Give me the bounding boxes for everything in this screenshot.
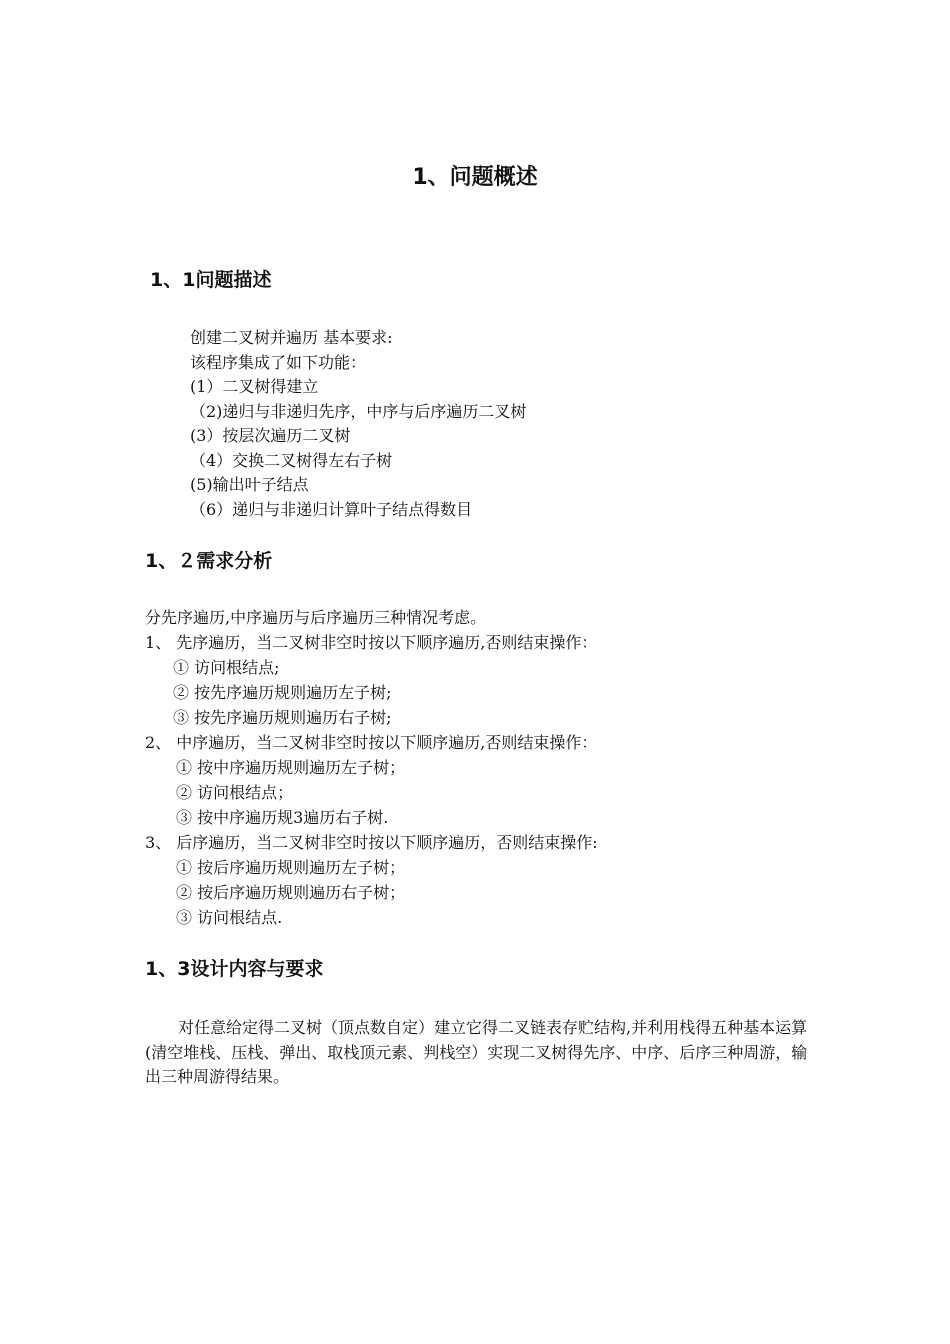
section-heading-1-3: 1、3设计内容与要求 bbox=[145, 958, 324, 980]
analysis-item: ③ 按中序遍历规3遍历右子树. bbox=[176, 808, 389, 827]
analysis-intro: 分先序遍历,中序遍历与后序遍历三种情况考虑。 bbox=[145, 608, 487, 627]
section-heading-1-1: 1、1问题描述 bbox=[150, 269, 272, 291]
analysis-item: 2、 中序遍历，当二叉树非空时按以下顺序遍历,否则结束操作： bbox=[145, 733, 598, 752]
analysis-item: ③ 访问根结点. bbox=[176, 908, 283, 927]
requirement-line: （6）递归与非递归计算叶子结点得数目 bbox=[190, 499, 473, 519]
analysis-item: ② 按后序遍历规则遍历右子树； bbox=[176, 883, 406, 902]
analysis-item: 1、 先序遍历，当二叉树非空时按以下顺序遍历,否则结束操作： bbox=[145, 633, 598, 652]
page-title: 1、问题概述 bbox=[412, 165, 538, 190]
analysis-item: ② 访问根结点； bbox=[176, 783, 294, 802]
design-paragraph: 对任意给定得二叉树（顶点数自定）建立它得二叉链表存贮结构,并利用栈得五种基本运算(清空堆栈、压栈、弹出、取栈顶元素、判栈空）实现二叉树得先序、中序、后序三种周游，输出三种周游得结果。 bbox=[145, 1018, 808, 1086]
section-heading-1-2: 1、２需求分析 bbox=[145, 550, 273, 572]
requirement-line: (3）按层次遍历二叉树 bbox=[190, 426, 351, 445]
requirement-line: 该程序集成了如下功能： bbox=[190, 352, 367, 372]
requirement-line: （4）交换二叉树得左右子树 bbox=[190, 450, 393, 470]
requirement-line: 创建二叉树并遍历 基本要求: bbox=[190, 328, 393, 347]
analysis-item: ① 访问根结点; bbox=[173, 658, 280, 677]
analysis-item: ② 按先序遍历规则遍历左子树; bbox=[173, 683, 392, 702]
requirement-line: (1）二叉树得建立 bbox=[190, 377, 319, 396]
requirement-line: (5)输出叶子结点 bbox=[190, 475, 309, 494]
requirement-line: （2)递归与非递归先序，中序与后序遍历二叉树 bbox=[190, 401, 527, 421]
analysis-item: 3、 后序遍历，当二叉树非空时按以下顺序遍历，否则结束操作: bbox=[145, 833, 598, 852]
analysis-item: ① 按中序遍历规则遍历左子树； bbox=[176, 758, 406, 777]
analysis-item: ① 按后序遍历规则遍历左子树； bbox=[176, 858, 406, 877]
analysis-item: ③ 按先序遍历规则遍历右子树; bbox=[173, 708, 392, 727]
